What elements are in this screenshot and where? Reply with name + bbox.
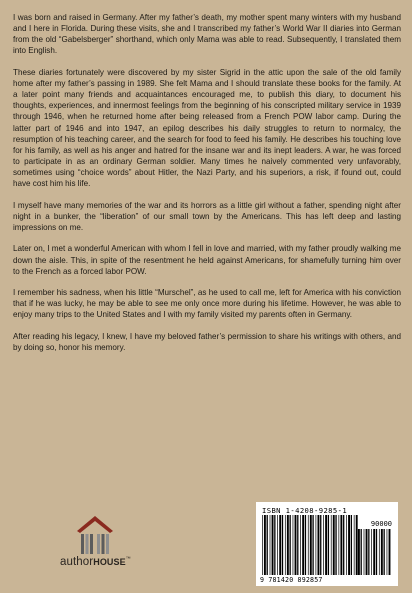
publisher-name-suffix: HOUSE bbox=[93, 557, 126, 567]
barcode-bar bbox=[295, 515, 297, 575]
barcode-bar bbox=[300, 515, 301, 575]
barcode-bar bbox=[368, 529, 369, 575]
barcode-bar bbox=[274, 515, 275, 575]
barcode-bar bbox=[384, 529, 385, 575]
barcode-bar bbox=[331, 515, 332, 575]
barcode-bar bbox=[264, 515, 266, 575]
barcode-bar bbox=[361, 529, 362, 575]
barcode-bar bbox=[333, 515, 335, 575]
barcode-bar bbox=[297, 515, 298, 575]
barcode-bar bbox=[279, 515, 281, 575]
barcode-bar bbox=[272, 515, 274, 575]
barcode-bar bbox=[302, 515, 304, 575]
barcode-bar bbox=[262, 515, 263, 575]
barcode-bar bbox=[348, 515, 350, 575]
paragraph-2: These diaries fortunately were discovered by my sister Sigrid in the attic upon the sale of the old family home after my father’s passing in 1989. She felt Mama and I should translate these books for the family. At a later point many friends and acquaintances encouraged me, to publish this diary, to document his thoughts, experiences, and innermost feelings from the beginning of his conscripted military service in 1939 through 1946, when he returned home after being released from a French POW labor camp. During the latter part of 1946 and into 1947, an epilog describes his daily struggles to return to normalcy, the resumption of his teaching career, and the search for food to feed his family. He describes his touching love for his family, as well as his anger and hatred for the insane war and its inept leaders. A war, he was forced to participate in as an ordinary German soldier. Many times he naively commented very unfavorably, sometimes using “choice words” about Hitler, the Nazi Party, and his superiors, a risk, if found out, could have cost him his life. bbox=[13, 67, 401, 189]
barcode-bar bbox=[267, 515, 268, 575]
barcode-bar bbox=[381, 529, 383, 575]
barcode-bar bbox=[328, 515, 329, 575]
barcode-bar bbox=[387, 529, 388, 575]
barcode-bar bbox=[270, 515, 271, 575]
isbn-barcode bbox=[256, 502, 398, 586]
barcode-bar bbox=[373, 529, 375, 575]
barcode-bar bbox=[340, 515, 342, 575]
barcode-bar bbox=[376, 529, 377, 575]
paragraph-3: I myself have many memories of the war and its horrors as a little girl without a father, spending night after night in a bunker, the “liberation” of our small town by the Americans. This has left deep and lasting impressions on me. bbox=[13, 200, 401, 233]
paragraph-1: I was born and raised in Germany. After my father’s death, my mother spent many winters with my husband and I here in Florida. During these visits, she and I transcribed my father’s World War II diaries into German from the old “Gabelsberger” shorthand, which only Mama was able to read. Subsequently, I translated them into English. bbox=[13, 13, 401, 56]
trademark-symbol: ™ bbox=[125, 556, 131, 563]
paragraph-5: I remember his sadness, when his little “Murschel”, as he used to call me, left for America with his conviction that if he was lucky, he may be able to see me only once more during his lifetime. However, he was able to enjoy many trips to the United States and I with my family visited my parents often in Germany. bbox=[13, 288, 401, 320]
publisher-logo bbox=[60, 512, 130, 584]
barcode-bar bbox=[358, 529, 360, 575]
ean-number: 9 781420 892857 bbox=[260, 576, 323, 584]
isbn-number: ISBN 1-4208-9285-1 bbox=[262, 506, 348, 515]
barcode-bar bbox=[323, 515, 324, 575]
barcode-bar bbox=[320, 515, 321, 575]
barcode-bar bbox=[343, 515, 344, 575]
barcode-bar bbox=[310, 515, 312, 575]
barcode-bar bbox=[325, 515, 327, 575]
barcode-bar bbox=[371, 529, 372, 575]
barcode-bar bbox=[339, 515, 340, 575]
barcode-bar bbox=[285, 515, 286, 575]
publisher-name-prefix: author bbox=[60, 556, 94, 568]
barcode-bar bbox=[305, 515, 306, 575]
barcode-bar bbox=[316, 515, 317, 575]
barcode-bar bbox=[366, 529, 368, 575]
barcode-bar bbox=[290, 515, 291, 575]
barcode-bar bbox=[318, 515, 320, 575]
barcode-bar bbox=[312, 515, 313, 575]
authorhouse-house-icon bbox=[74, 512, 116, 558]
ean-barcode-bars bbox=[262, 515, 358, 575]
barcode-bar bbox=[282, 515, 283, 575]
back-cover-text bbox=[13, 12, 401, 363]
price-barcode-bars bbox=[356, 529, 392, 575]
barcode-bar bbox=[351, 515, 352, 575]
barcode-bar bbox=[335, 515, 336, 575]
paragraph-4: Later on, I met a wonderful American with whom I fell in love and married, with my father proudly walking me down the aisle. This, in spite of the resentment he held against Americans, for shamefully turning him over to the French as a forced labor POW. bbox=[13, 244, 401, 276]
publisher-name bbox=[60, 556, 140, 568]
barcode-bar bbox=[356, 529, 357, 575]
barcode-bar bbox=[293, 515, 294, 575]
barcode-bar bbox=[287, 515, 289, 575]
barcode-bar bbox=[389, 529, 391, 575]
barcode-bar bbox=[379, 529, 380, 575]
barcode-bar bbox=[354, 515, 355, 575]
barcode-bar bbox=[308, 515, 309, 575]
barcode-bar bbox=[364, 529, 365, 575]
price-code: 90000 bbox=[370, 520, 392, 528]
barcode-bar bbox=[277, 515, 278, 575]
paragraph-6: After reading his legacy, I knew, I have my beloved father’s permission to share his writings with others, and by doing so, honor his memory. bbox=[13, 331, 401, 352]
barcode-bar bbox=[346, 515, 347, 575]
